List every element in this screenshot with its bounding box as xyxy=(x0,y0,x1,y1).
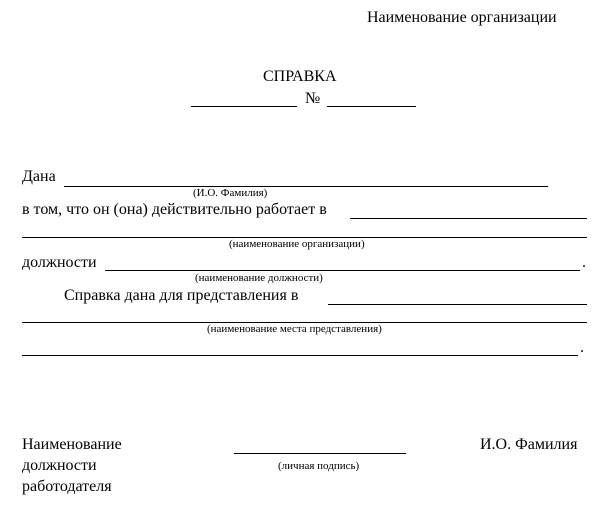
employer-position-line3: работодателя xyxy=(22,478,112,495)
place-line-3 xyxy=(22,355,578,356)
position-end-dot: . xyxy=(582,254,586,271)
place-end-dot: . xyxy=(580,339,584,356)
person-name-line xyxy=(64,186,548,187)
organization-line xyxy=(350,218,587,219)
person-name-caption: (И.О. Фамилия) xyxy=(193,187,268,199)
given-label: Дана xyxy=(22,168,56,185)
place-line xyxy=(328,304,587,305)
signature-caption: (личная подпись) xyxy=(278,460,360,472)
position-line xyxy=(105,270,580,271)
place-caption: (наименование места представления) xyxy=(207,323,382,335)
certificate-date-line xyxy=(191,106,297,107)
organization-caption: (наименование организации) xyxy=(229,238,365,250)
purpose-text: Справка дана для представления в xyxy=(64,287,299,304)
signer-name: И.О. Фамилия xyxy=(480,436,578,453)
position-label: должности xyxy=(22,254,97,271)
signature-line xyxy=(234,453,406,454)
works-text: в том, что он (она) действительно работает в xyxy=(22,201,327,218)
employer-position-line1: Наименование xyxy=(22,436,122,453)
position-caption: (наименование должности) xyxy=(195,272,323,284)
number-sign: № xyxy=(305,90,321,107)
employer-position-line2: должности xyxy=(22,457,97,474)
document-title: СПРАВКА xyxy=(263,68,337,85)
organization-name: Наименование организации xyxy=(367,9,557,26)
certificate-number-line xyxy=(327,106,416,107)
